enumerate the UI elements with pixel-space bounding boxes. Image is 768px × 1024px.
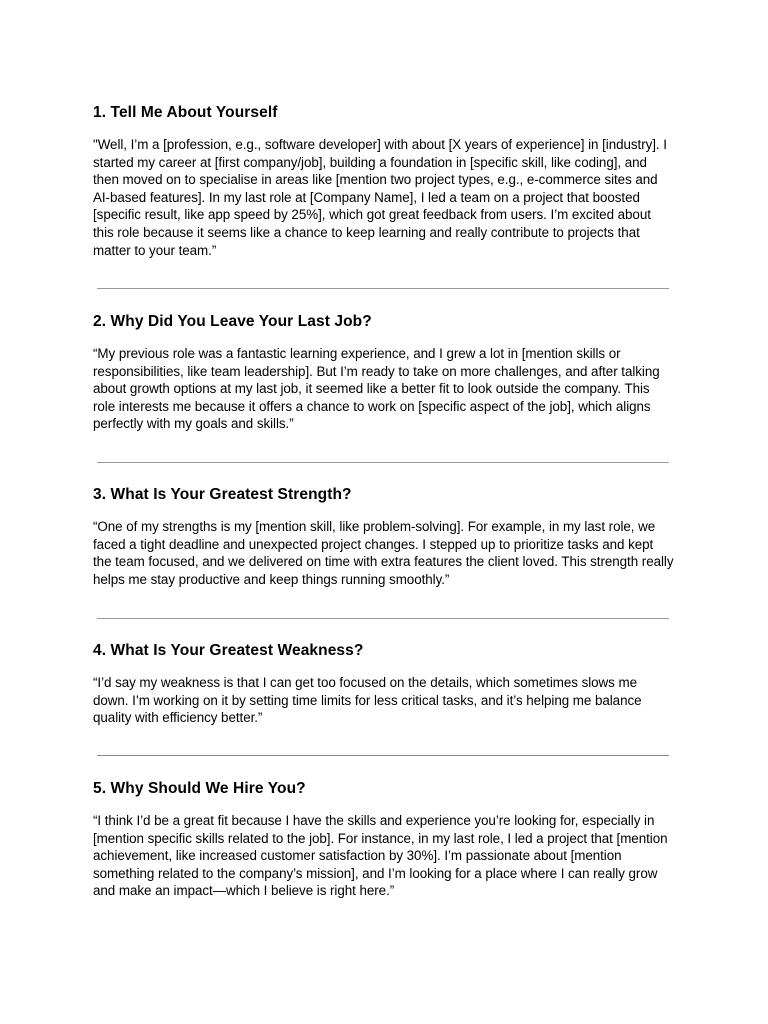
section-answer: “I’d say my weakness is that I can get too focused on the details, which sometimes slows me down. I’m working on it by setting time limits for less critical tasks, and it’s helping me balance quality with efficiency better.”	[93, 675, 642, 726]
section-answer: “I think I’d be a great fit because I have the skills and experience you’re looking for, especially in [mention specific skills related to the job]. For instance, in my last role, I led a project that [mention achievement, like increased customer satisfaction by 30%]. I’m passionate about [mention something related to the company’s mission], and I’m looking for a place where I can really grow and make an impact—which I believe is right here.”	[93, 813, 668, 899]
section-greatest-weakness	[93, 642, 675, 727]
section-divider	[97, 462, 669, 463]
section-answer: “My previous role was a fantastic learning experience, and I grew a lot in [mention skills or responsibilities, like team leadership]. But I’m ready to take on more challenges, and after talking about growth options at my last job, it seemed like a better fit to look outside the company. This role interests me because it offers a chance to work on [specific aspect of the job], which aligns perfectly with my goals and skills.”	[93, 346, 660, 432]
section-greatest-strength	[93, 486, 675, 588]
section-divider	[97, 618, 669, 619]
section-answer: "Well, I’m a [profession, e.g., software developer] with about [X years of experience] in [industry]. I started my career at [first company/job], building a foundation in [specific skill, like coding], and then moved on to specialise in areas like [mention two project types, e.g., e-commerce sites and AI-based features]. In my last role at [Company Name], I led a team on a project that boosted [specific result, like app speed by 25%], which got great feedback from users. I’m excited about this role because it seems like a chance to keep learning and really contribute to projects that matter to your team.”	[93, 137, 667, 258]
section-divider	[97, 288, 669, 289]
section-heading: 1. Tell Me About Yourself	[93, 104, 278, 121]
section-heading: 3. What Is Your Greatest Strength?	[93, 486, 352, 503]
section-divider	[97, 755, 669, 756]
section-heading: 2. Why Did You Leave Your Last Job?	[93, 313, 372, 330]
section-heading: 5. Why Should We Hire You?	[93, 780, 306, 797]
section-heading: 4. What Is Your Greatest Weakness?	[93, 642, 364, 659]
section-tell-me-about-yourself	[93, 104, 675, 259]
section-answer: “One of my strengths is my [mention skill, like problem-solving]. For example, in my last role, we faced a tight deadline and unexpected project changes. I stepped up to prioritize tasks and kept the team focused, and we delivered on time with extra features the client loved. This strength really helps me stay productive and keep things running smoothly.”	[93, 519, 674, 587]
section-why-leave-last-job	[93, 313, 675, 433]
section-why-hire-you	[93, 780, 675, 900]
